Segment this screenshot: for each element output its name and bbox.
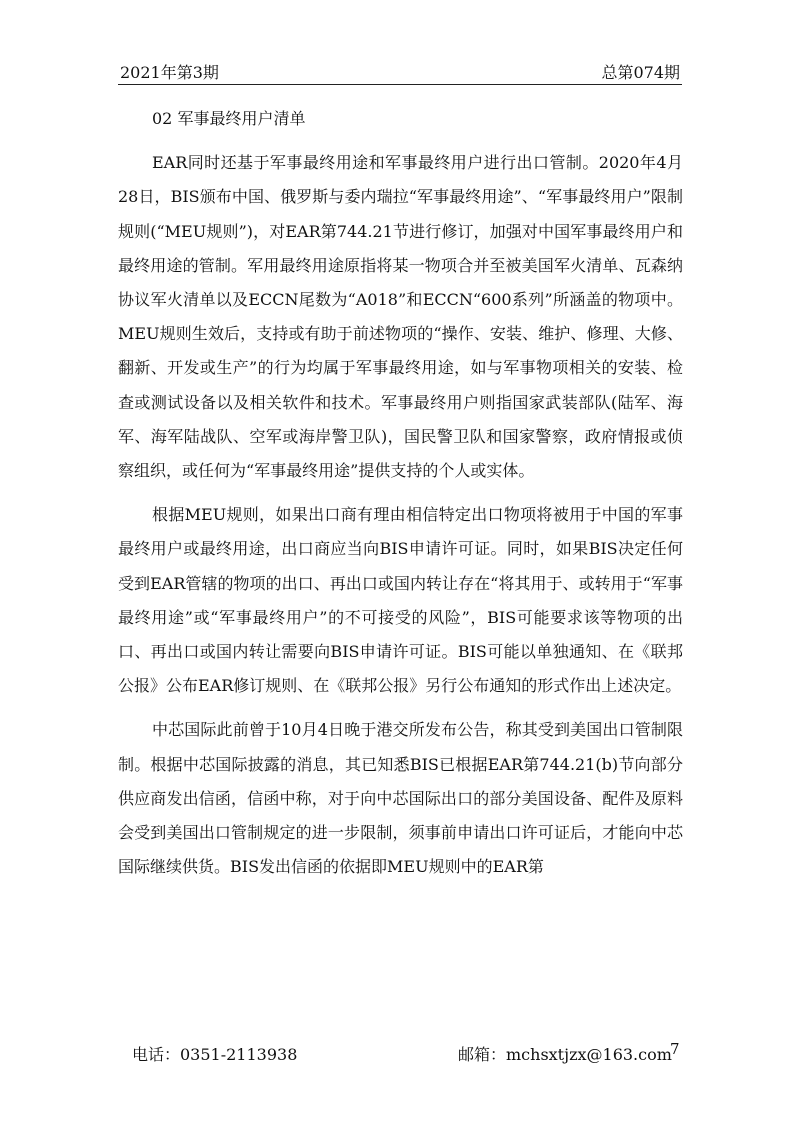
contact-phone: 电话：0351-2113938 bbox=[132, 1045, 298, 1064]
contact-email: 邮箱：mchsxtjzx@163.com bbox=[458, 1045, 672, 1064]
section-title: 02 军事最终用户清单 bbox=[152, 109, 306, 128]
page-number: 7 bbox=[670, 1040, 680, 1058]
total-issue-number: 总第074期 bbox=[601, 63, 680, 82]
paragraph-1: EAR同时还基于军事最终用途和军事最终用户进行出口管制。2020年4月28日，BIS颁布中国、俄罗斯与委内瑞拉“军事最终用途”、“军事最终用户”限制规则(“MEU规则”)，对EAR第744.21节进行修订，加强对中国军事最终用户和最终用途的管制。军用最终用途原指将某一物项合并至被美国军火清单、瓦森纳协议军火清单以及ECCN尾数为“A018”和ECCN“600系列”所涵盖的物项中。MEU规则生效后，支持或有助于前述物项的“操作、安装、维护、修理、大修、翻新、开发或生产”的行为均属于军事最终用途，如与军事物项相关的安装、检查或测试设备以及相关软件和技术。军事最终用户则指国家武装部队(陆军、海军、海军陆战队、空军或海岸警卫队)，国民警卫队和国家警察，政府情报或侦察组织，或任何为“军事最终用途”提供支持的个人或实体。 bbox=[118, 153, 683, 481]
article-body bbox=[118, 102, 683, 884]
paragraph-3: 中芯国际此前曾于10月4日晚于港交所发布公告，称其受到美国出口管制限制。根据中芯国际披露的消息，其已知悉BIS已根据EAR第744.21(b)节向部分供应商发出信函，信函中称，对于向中芯国际出口的部分美国设备、配件及原料会受到美国出口管制规定的进一步限制，须事前申请出口许可证后，才能向中芯国际继续供货。BIS发出信函的依据即MEU规则中的EAR第 bbox=[118, 720, 683, 877]
page-header bbox=[118, 58, 682, 85]
issue-number: 2021年第3期 bbox=[120, 63, 219, 82]
paragraph-2: 根据MEU规则，如果出口商有理由相信特定出口物项将被用于中国的军事最终用户或最终用途，出口商应当向BIS申请许可证。同时，如果BIS决定任何受到EAR管辖的物项的出口、再出口或国内转让存在“将其用于、或转用于“军事最终用途”或“军事最终用户”的不可接受的风险”，BIS可能要求该等物项的出口、再出口或国内转让需要向BIS申请许可证。BIS可能以单独通知、在《联邦公报》公布EAR修订规则、在《联邦公报》另行公布通知的形式作出上述决定。 bbox=[118, 505, 683, 696]
